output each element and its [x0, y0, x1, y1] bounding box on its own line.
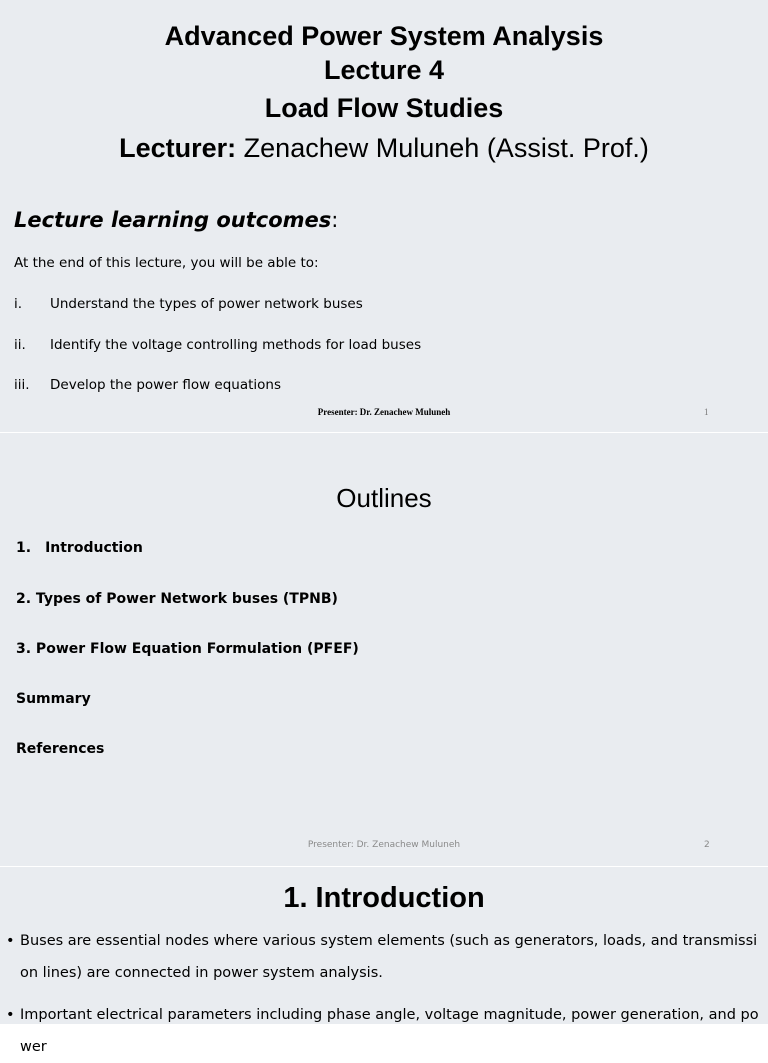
outcome-marker: iii. — [14, 377, 30, 393]
page-number: 2 — [704, 840, 710, 850]
outcomes-heading-text: Lecture learning outcomes — [14, 208, 332, 232]
outcome-marker: ii. — [14, 337, 26, 353]
lecture-number: Lecture 4 — [323, 55, 445, 85]
outcomes-intro: At the end of this lecture, you will be able to: — [14, 255, 319, 271]
lecturer-line — [0, 133, 768, 163]
bullet-marker: • — [6, 933, 15, 949]
lecturer-label: Lecturer: — [119, 133, 237, 163]
outcome-marker: i. — [14, 296, 23, 312]
outcomes-heading — [14, 205, 338, 235]
outline-item-summary: Summary — [16, 691, 91, 707]
lecturer-name: Zenachew Muluneh (Assist. Prof.) — [236, 133, 649, 163]
presenter-footer: Presenter: Dr. Zenachew Muluneh — [307, 840, 461, 850]
slide-2 — [0, 433, 768, 866]
outlines-title: Outlines — [336, 483, 432, 513]
presenter-footer: Presenter: Dr. Zenachew Muluneh — [317, 407, 451, 417]
course-title: Advanced Power System Analysis — [164, 21, 604, 51]
outline-item-introduction — [16, 538, 143, 558]
introduction-title: 1. Introduction — [283, 882, 485, 914]
bullet-text: Important electrical parameters including phase angle, voltage magnitude, power generation, and power — [20, 1007, 759, 1055]
outcome-text: Identify the voltage controlling methods for load buses — [50, 337, 422, 353]
outcomes-heading-colon: : — [331, 208, 339, 232]
outcome-text: Understand the types of power network buses — [50, 296, 363, 312]
bullet-text: Buses are essential nodes where various system elements (such as generators, loads, and transmission lines) are connected in power system analysis. — [20, 933, 758, 981]
lecture-topic: Load Flow Studies — [264, 93, 504, 123]
outline-item-references: References — [16, 741, 105, 757]
outline-item-number: 1. — [16, 540, 32, 556]
bullet-marker: • — [6, 1007, 15, 1023]
outline-item-tpnb: 2. Types of Power Network buses (TPNB) — [16, 591, 338, 607]
slide-1 — [0, 0, 768, 432]
outcome-text: Develop the power flow equations — [50, 377, 282, 393]
outline-item-pfef: 3. Power Flow Equation Formulation (PFEF) — [16, 641, 359, 657]
slide-3 — [0, 867, 768, 1055]
outline-item-text: Introduction — [45, 540, 143, 556]
page-number: 1 — [704, 407, 709, 417]
